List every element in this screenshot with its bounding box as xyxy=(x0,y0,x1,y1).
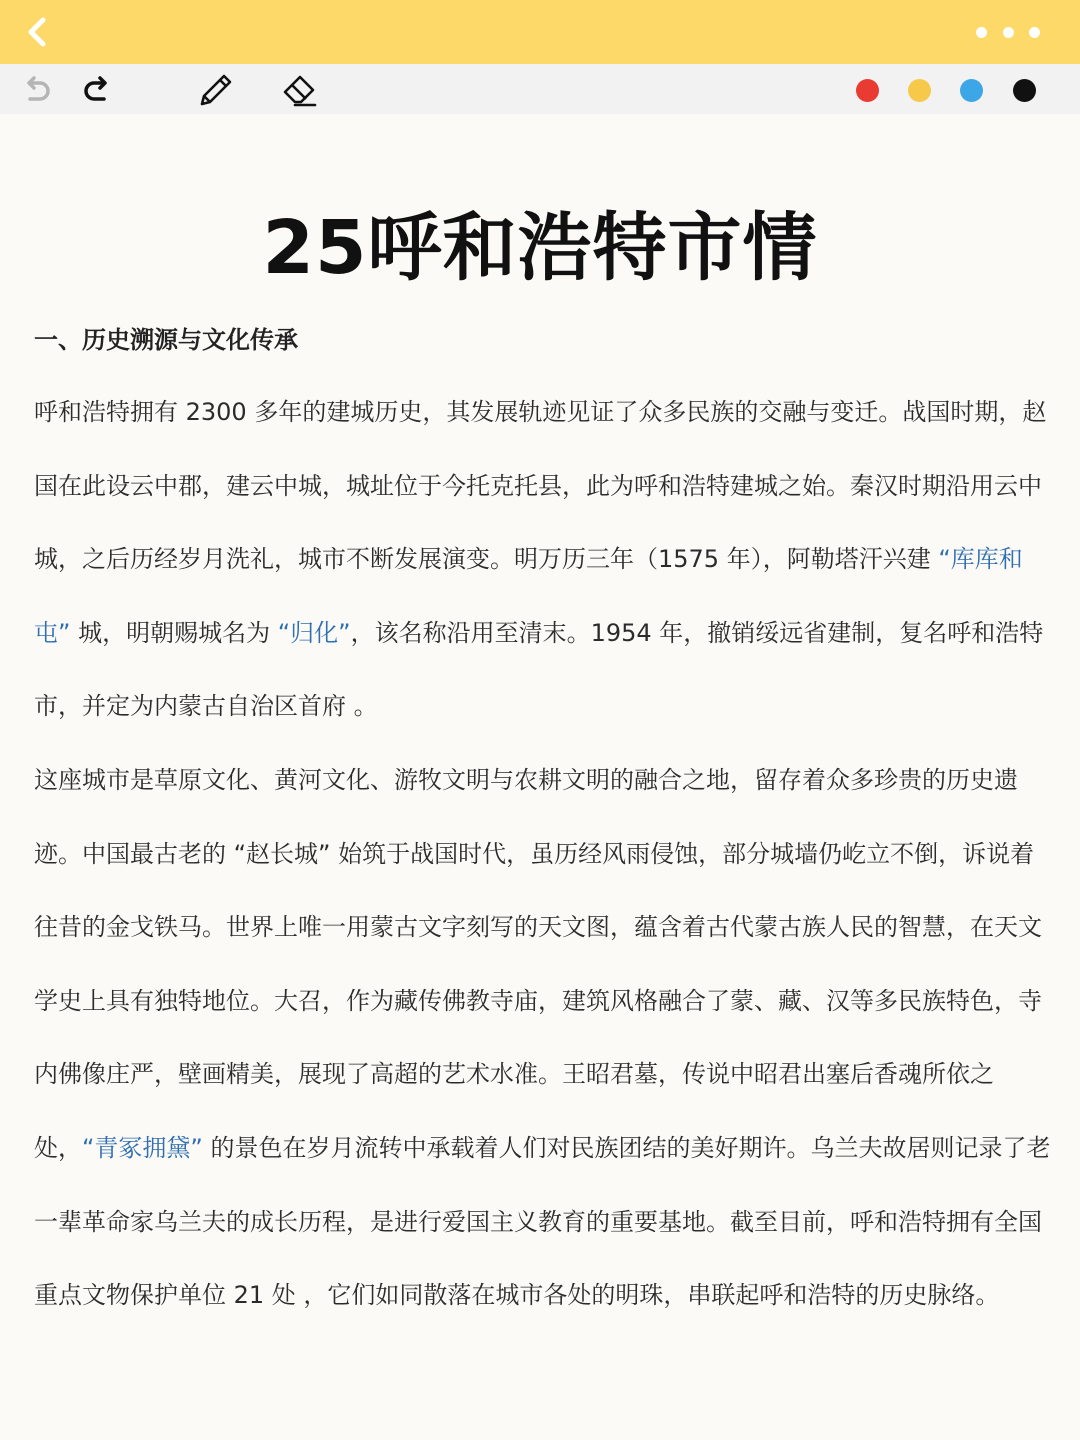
text-run: ，该名称沿用至清末。1954 年，撤销绥远省建制，复名呼和浩特市，并定为内蒙古自治区首府 。 xyxy=(34,618,1044,721)
color-swatch-blue[interactable] xyxy=(960,79,983,102)
back-button[interactable] xyxy=(18,12,58,52)
eraser-tool-button[interactable] xyxy=(282,72,318,108)
redo-button[interactable] xyxy=(78,72,114,108)
text-run: 的景色在岁月流转中承载着人们对民族团结的美好期许。乌兰夫故居则记录了老一辈革命家乌兰夫的成长历程，是进行爱国主义教育的重要基地。截至目前，呼和浩特拥有全国重点文物保护单位 21 处 ，它们如同散落在城市各处的明珠，串联起呼和浩特的历史脉络。 xyxy=(34,1133,1051,1310)
document-body xyxy=(34,376,1054,1333)
more-dot xyxy=(1029,27,1040,38)
paragraph xyxy=(34,744,1054,1333)
text-run: 呼和浩特拥有 2300 多年的建城历史，其发展轨迹见证了众多民族的交融与变迁。战国时期，赵国在此设云中郡，建云中城，城址位于今托克托县，此为呼和浩特建城之始。秦汉时期沿用云中城，之后历经岁月洗礼，城市不断发展演变。明万历三年（1575 年），阿勒塔汗兴建 xyxy=(34,398,1047,574)
paragraph xyxy=(34,376,1054,744)
top-bar xyxy=(0,0,1080,64)
color-swatch-black[interactable] xyxy=(1013,79,1036,102)
eraser-icon xyxy=(282,72,318,108)
more-dot xyxy=(976,27,987,38)
text-run: 城，明朝赐城名为 xyxy=(70,618,278,647)
page-title: 25呼和浩特市情 xyxy=(262,204,818,291)
color-swatch-red[interactable] xyxy=(856,79,879,102)
highlighted-term: “青冢拥黛” xyxy=(82,1133,203,1162)
undo-button[interactable] xyxy=(20,72,56,108)
highlighted-term: “库库和屯” xyxy=(34,545,1023,647)
undo-icon xyxy=(22,74,54,106)
more-dot xyxy=(1003,27,1014,38)
section-heading: 一、历史溯源与文化传承 xyxy=(34,326,298,354)
redo-icon xyxy=(80,74,112,106)
text-run: 这座城市是草原文化、黄河文化、游牧文明与农耕文明的融合之地，留存着众多珍贵的历史遗迹。中国最古老的 “赵长城” 始筑于战国时代，虽历经风雨侵蚀，部分城墙仍屹立不倒，诉说着往昔的金戈铁马。世界上唯一用蒙古文字刻写的天文图，蕴含着古代蒙古族人民的智慧，在天文学史上具有独特地位。大召，作为藏传佛教寺庙，建筑风格融合了蒙、藏、汉等多民族特色，寺内佛像庄严，壁画精美，展现了高超的艺术水准。王昭君墓，传说中昭君出塞后香魂所依之处， xyxy=(34,765,1042,1162)
pencil-icon xyxy=(198,72,234,108)
chevron-left-icon xyxy=(23,17,53,47)
more-options-button[interactable] xyxy=(976,22,1040,42)
color-swatch-yellow[interactable] xyxy=(908,79,931,102)
pencil-tool-button[interactable] xyxy=(198,72,234,108)
highlighted-term: “归化” xyxy=(277,618,351,647)
